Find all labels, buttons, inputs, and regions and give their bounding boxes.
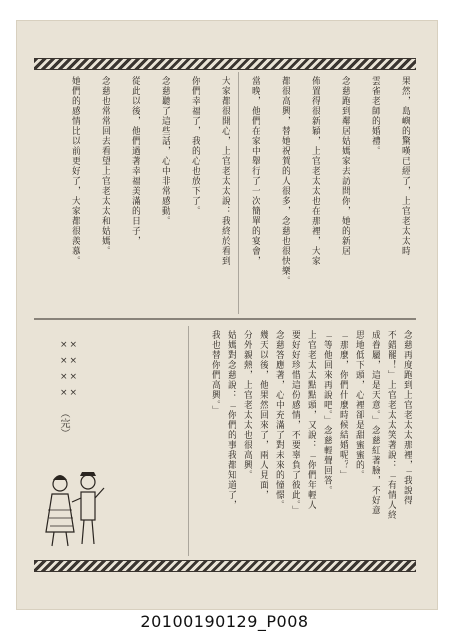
text-column: 姑媽對念慈說：「你們的事我都知道了， [226, 330, 236, 510]
text-column: 念慈也常常回去看望上官老太太和姑媽。 [100, 76, 110, 256]
text-column: 上官老太太點點頭，又說：「你們年輕人 [306, 330, 316, 510]
text-column: 她們的感情比以前更好了，大家都很羨慕。 [70, 76, 80, 266]
separator-mark: ×× [60, 356, 80, 366]
decorative-border-bottom [34, 560, 416, 572]
text-column: 分外親熱，上官老太太也很高興。 [242, 330, 252, 480]
column-rule [188, 326, 189, 556]
column-rule [238, 72, 239, 314]
text-column: 要好好珍惜這份感情，不要辜負了彼此。」 [290, 330, 300, 516]
text-column: 幾天以後，他果然回來了，兩人見面， [258, 330, 268, 500]
separator-mark: ×× [60, 388, 80, 398]
couple-illustration [38, 470, 108, 550]
separator-mark: ×× [60, 340, 80, 350]
text-column: 當晚，他們在家中舉行了一次簡單的宴會， [250, 76, 260, 266]
text-column: 大家都很開心，上官老太太說：我終於看到 [220, 76, 230, 266]
image-caption: 20100190129_P008 [140, 612, 309, 631]
text-column: 佈置得很新穎，上官老太太也在那裡，大家 [310, 76, 320, 266]
text-column: 雲雀老師的婚禮。 [370, 76, 380, 156]
text-column: 成眷屬，這是天意。」念慈紅著臉，不好意 [370, 330, 380, 516]
text-column: 你們幸福了，我的心也放下了。 [190, 76, 200, 216]
text-column: 念慈聽了這些話，心中非常感動。 [160, 76, 170, 226]
separator-mark: ×× [60, 372, 80, 382]
text-column: 「那麼，你們什麼時候結婚呢？」 [338, 330, 348, 480]
decorative-border-top [34, 58, 416, 70]
text-column: 不錯罷！」上官老太太笑著說：「有情人終 [386, 330, 396, 520]
text-column: 念慈再度跑到上官老太太那裡，「我說得 [402, 330, 412, 506]
text-column: 念慈答應著，心中充滿了對未來的憧憬。 [274, 330, 284, 510]
end-mark: （完） [58, 408, 69, 438]
section-divider [34, 318, 416, 320]
text-column: 思地低下頭，心裡卻是甜蜜蜜的。 [354, 330, 364, 480]
text-column: 念慈跑到鄰居姑媽家去訪問你，她的新居 [340, 76, 350, 256]
text-column: 都很高興，替她祝賀的人很多，念慈也很快樂。 [280, 76, 290, 286]
text-column: 果然，島嶼的驚嘆已經了，上官老太太時 [400, 76, 410, 256]
text-column: 「等他回來再說吧。」念慈輕聲回答。 [322, 330, 332, 496]
text-column: 我也替你們高興。」 [210, 330, 220, 416]
text-column: 從此以後，他們過著幸福美滿的日子， [130, 76, 140, 246]
